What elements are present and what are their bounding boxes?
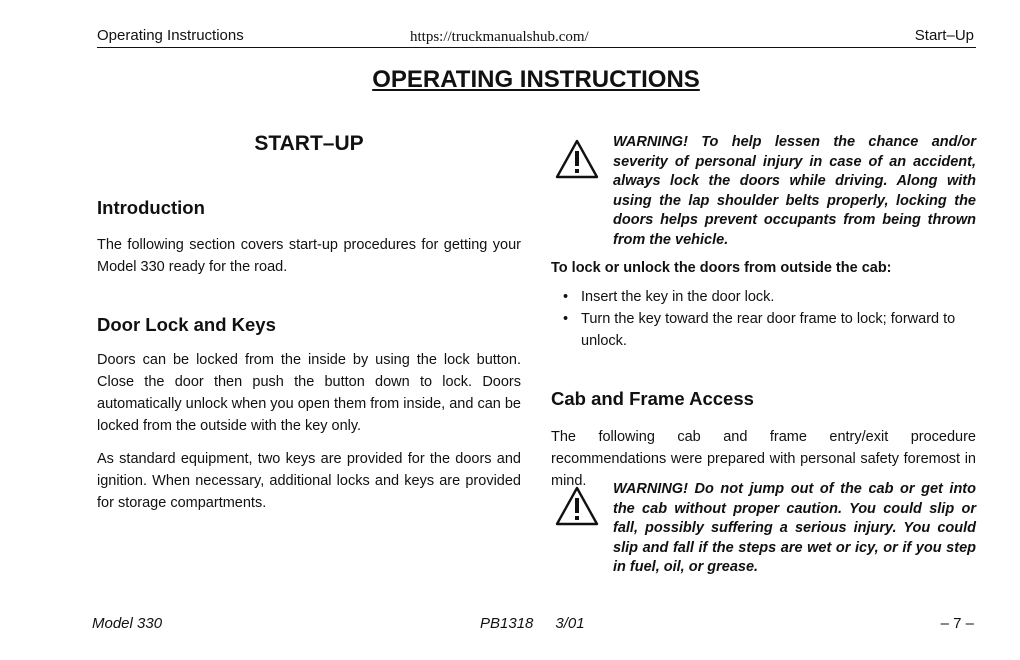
door-lock-paragraph-2: As standard equipment, two keys are provided for the doors and ignition. When necessary, additional locks and keys are provided for storage compartments.: [97, 451, 521, 511]
cab-frame-access-text: The following cab and frame entry/exit procedure recommendations were prepared with personal safety foremost in mind.: [551, 429, 976, 489]
warning-triangle-icon: [555, 486, 599, 526]
footer-doc-number: PB1318: [480, 615, 534, 632]
lock-procedure-list: [551, 286, 976, 352]
list-item: • Turn the key toward the rear door frame to lock; forward to unlock.: [551, 308, 976, 352]
door-lock-heading: Door Lock and Keys: [97, 314, 276, 335]
warning-text-doors: WARNING! To help lessen the chance and/or severity of personal injury in case of an accident, always lock the doors while driving. Along with using the lap shoulder belts properly, locking the doors helps prevent occupants from being thrown from the vehicle.: [613, 134, 976, 248]
warning-triangle-icon: [555, 139, 599, 179]
warning-text-cab-access: WARNING! Do not jump out of the cab or get into the cab without proper caution. You could slip or fall, possibly suffering a serious injury. You could slip and fall if the steps are wet or icy, or if you step in fuel, oil, or grease.: [613, 481, 976, 575]
introduction-text: The following section covers start-up procedures for getting your Model 330 ready for the road.: [97, 237, 521, 275]
introduction-heading: Introduction: [97, 197, 205, 218]
header-chapter-label: Start–Up: [914, 27, 974, 44]
lock-procedure-heading: To lock or unlock the doors from outside the cab:: [551, 260, 892, 276]
cab-frame-access-heading: Cab and Frame Access: [551, 388, 754, 409]
page-title: OPERATING INSTRUCTIONS: [372, 66, 700, 93]
list-item: • Insert the key in the door lock.: [551, 286, 976, 308]
warning-block-cab-access: [555, 480, 976, 578]
door-lock-paragraph-1: Doors can be locked from the inside by using the lock button. Close the door then push the button down to lock. Doors automatically unlock when you open them from inside, and can be locked from the outside with the key only.: [97, 352, 521, 434]
header-section-label: Operating Instructions: [97, 27, 244, 44]
footer-date: 3/01: [555, 615, 585, 632]
warning-block-doors: [555, 133, 976, 250]
header-divider: [97, 47, 976, 48]
section-title: START–UP: [254, 132, 364, 155]
footer-doc-info: [480, 615, 585, 632]
header-url: https://truckmanualshub.com/: [410, 29, 589, 45]
footer-model: Model 330: [92, 615, 163, 632]
footer-page-number: – 7 –: [940, 615, 974, 632]
